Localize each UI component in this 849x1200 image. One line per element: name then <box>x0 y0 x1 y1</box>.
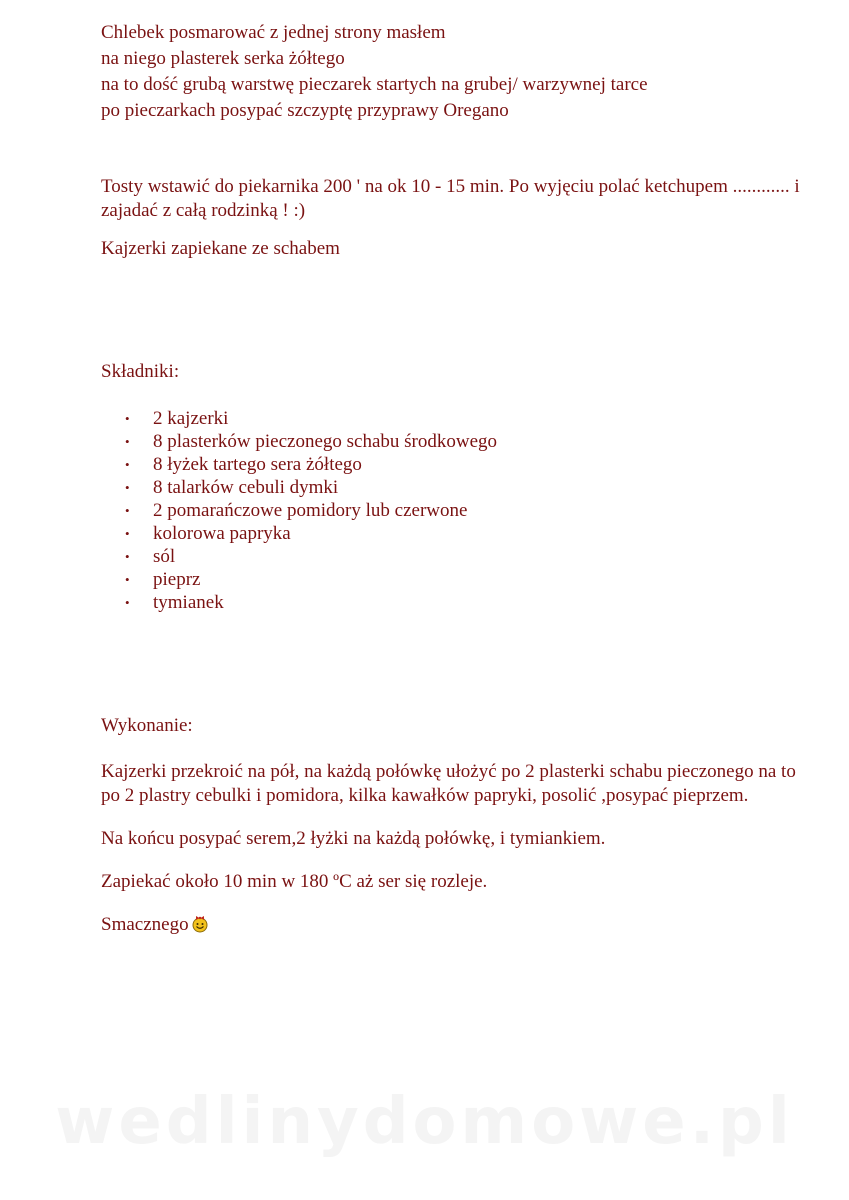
ingredient-item <box>101 568 801 591</box>
intro-line: na niego plasterek serka żółtego <box>101 48 345 69</box>
ingredient-item <box>101 476 801 499</box>
smiley-with-bow-icon <box>190 913 210 933</box>
intro-line: Chlebek posmarować z jednej strony masłem <box>101 22 446 43</box>
bullet-icon: • <box>125 526 130 541</box>
preparation-step-assemble: Kajzerki przekroić na pół, na każdą połówkę ułożyć po 2 plasterki schabu pieczonego na to po 2 plastry cebulki i pomidora, kilka kawałków papryki, posolić ,posypać pieprzem. <box>101 761 796 806</box>
ingredient-text: sól <box>153 546 176 567</box>
bullet-icon: • <box>125 457 130 472</box>
ingredient-text: pieprz <box>153 569 201 590</box>
recipe-document <box>101 20 801 937</box>
bullet-icon: • <box>125 411 130 426</box>
ingredient-item <box>101 591 801 614</box>
bullet-icon: • <box>125 572 130 587</box>
preparation-step-finish: Na końcu posypać serem,2 łyżki na każdą połówkę, i tymiankiem. <box>101 828 606 849</box>
preparation-heading: Wykonanie: <box>101 715 193 736</box>
preparation-step-bake: Zapiekać około 10 min w 180 ºC aż ser się rozleje. <box>101 871 488 892</box>
ingredient-item <box>101 453 801 476</box>
toast-instruction: Tosty wstawić do piekarnika 200 ' na ok 10 - 15 min. Po wyjęciu polać ketchupem ............ i zajadać z całą rodzinką ! :) <box>101 176 800 221</box>
closing-line <box>101 913 801 937</box>
ingredients-heading: Składniki: <box>101 361 180 382</box>
ingredient-text: kolorowa papryka <box>153 523 291 544</box>
bullet-icon: • <box>125 480 130 495</box>
ingredient-item <box>101 499 801 522</box>
ingredient-text: 2 pomarańczowe pomidory lub czerwone <box>153 500 468 521</box>
intro-instructions <box>101 20 801 124</box>
bullet-icon: • <box>125 595 130 610</box>
bullet-icon: • <box>125 434 130 449</box>
ingredient-text: 8 talarków cebuli dymki <box>153 477 339 498</box>
bullet-icon: • <box>125 503 130 518</box>
ingredient-text: 8 plasterków pieczonego schabu środkowego <box>153 431 498 452</box>
ingredient-item <box>101 545 801 568</box>
intro-line: po pieczarkach posypać szczyptę przyprawy Oregano <box>101 100 509 121</box>
ingredient-text: 2 kajzerki <box>153 408 229 429</box>
smiley-icon-graphic <box>190 913 210 933</box>
intro-line: na to dość grubą warstwę pieczarek startych na grubej/ warzywnej tarce <box>101 74 648 95</box>
ingredient-item <box>101 522 801 545</box>
ingredient-text: 8 łyżek tartego sera żółtego <box>153 454 362 475</box>
closing-text: Smacznego <box>101 914 189 935</box>
ingredient-item <box>101 430 801 453</box>
ingredient-item <box>101 407 801 430</box>
recipe-title: Kajzerki zapiekane ze schabem <box>101 238 340 259</box>
ingredients-list <box>101 407 801 614</box>
watermark: wedlinydomowe.pl <box>55 1085 794 1159</box>
ingredient-text: tymianek <box>153 592 224 613</box>
bullet-icon: • <box>125 549 130 564</box>
